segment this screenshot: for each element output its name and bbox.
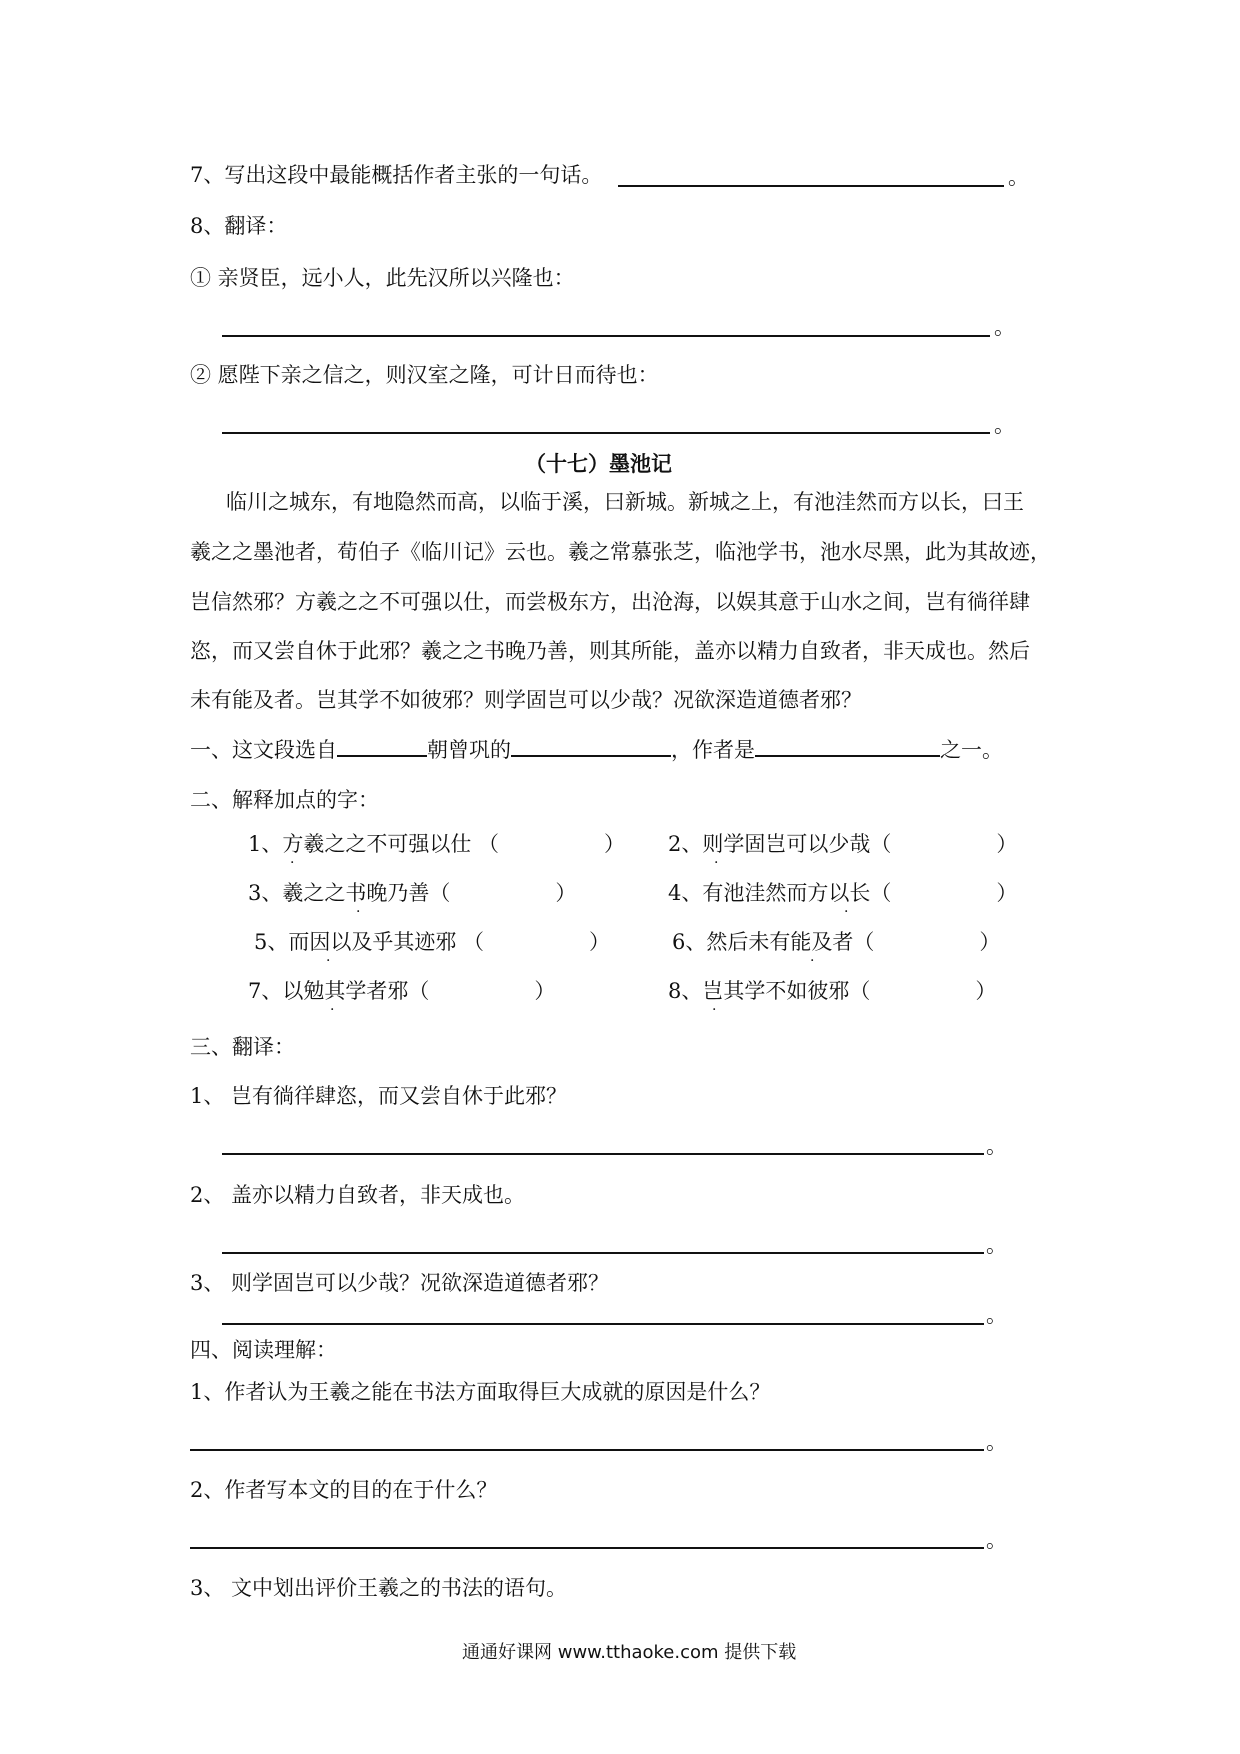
question-7 xyxy=(190,160,602,190)
period: 。 xyxy=(986,1528,1007,1552)
period: 。 xyxy=(994,315,1015,339)
answer-line[interactable] xyxy=(222,1153,984,1155)
passage-line: 未有能及者。岂其学不如彼邪？则学固岂可以少哉？况欲深造道德者邪？ xyxy=(190,688,862,712)
reading-item: 3、 文中划出评价王羲之的书法的语句。 xyxy=(190,1576,568,1600)
emphasis-dot: · xyxy=(712,1002,717,1018)
question-1-c: ，作者是 xyxy=(671,738,755,762)
explain-item: 5、而因以及乎其迹邪 （ ） xyxy=(254,930,611,954)
question-1-d: 之一。 xyxy=(940,738,1003,762)
emphasis-dot: · xyxy=(714,855,719,871)
emphasis-dot: · xyxy=(356,904,361,920)
explain-item: 1、方羲之之不可强以仕 （ ） xyxy=(248,832,626,856)
explain-item: 8、岂其学不如彼邪（ ） xyxy=(668,979,997,1003)
page-footer: 通通好课网 www.tthaoke.com 提供下载 xyxy=(462,1642,797,1663)
explain-item: 3、羲之之书晚乃善（ ） xyxy=(248,881,577,905)
answer-line[interactable] xyxy=(190,1547,984,1549)
explain-item: 2、则学固岂可以少哉（ ） xyxy=(668,832,1018,856)
passage-line: 岂信然邪？方羲之之不可强以仕，而尝极东方，出沧海，以娱其意于山水之间，岂有徜徉肆 xyxy=(190,590,1030,614)
reading-item: 2、作者写本文的目的在于什么？ xyxy=(190,1478,498,1502)
question-4-heading: 四、阅读理解： xyxy=(190,1338,337,1362)
period: 。 xyxy=(1008,165,1029,189)
period: 。 xyxy=(986,1303,1007,1327)
blank-source[interactable] xyxy=(511,735,671,757)
period: 。 xyxy=(994,413,1015,437)
explain-item: 4、有池洼然而方以长（ ） xyxy=(668,881,1018,905)
answer-line[interactable] xyxy=(190,1449,984,1451)
blank-dynasty[interactable] xyxy=(337,735,427,757)
translate-item: 3、 则学固岂可以少哉？况欲深造道德者邪？ xyxy=(190,1271,610,1295)
passage-line: 恣，而又尝自休于此邪？羲之之书晚乃善，则其所能，盖亦以精力自致者，非天成也。然后 xyxy=(190,639,1030,663)
blank-author[interactable] xyxy=(755,735,940,757)
translation-2: ② 愿陛下亲之信之，则汉室之隆，可计日而待也： xyxy=(190,363,659,387)
passage-line: 临川之城东，有地隐然而高，以临于溪，曰新城。新城之上，有池洼然而方以长，曰王 xyxy=(226,490,1024,514)
period: 。 xyxy=(986,1134,1007,1158)
explain-item: 6、然后未有能及者（ ） xyxy=(672,930,1001,954)
emphasis-dot: · xyxy=(290,855,295,871)
emphasis-dot: · xyxy=(810,953,815,969)
answer-line[interactable] xyxy=(222,432,990,434)
emphasis-dot: · xyxy=(326,953,331,969)
explain-item: 7、以勉其学者邪（ ） xyxy=(248,979,556,1003)
answer-line[interactable] xyxy=(618,185,1004,187)
question-1-a: 一、这文段选自 xyxy=(190,738,337,762)
answer-line[interactable] xyxy=(222,1252,984,1254)
answer-line[interactable] xyxy=(222,1323,984,1325)
period: 。 xyxy=(986,1233,1007,1257)
period: 。 xyxy=(986,1430,1007,1454)
question-8: 8、翻译： xyxy=(190,214,288,238)
translate-item: 1、 岂有徜徉肆恣，而又尝自休于此邪？ xyxy=(190,1084,568,1108)
answer-line[interactable] xyxy=(222,335,990,337)
question-1 xyxy=(190,735,1003,765)
question-3-heading: 三、翻译： xyxy=(190,1035,295,1059)
translation-1: ① 亲贤臣，远小人，此先汉所以兴隆也： xyxy=(190,266,575,290)
question-1-b: 朝曾巩的 xyxy=(427,738,511,762)
question-7-text: 7、写出这段中最能概括作者主张的一句话。 xyxy=(190,163,603,187)
section-title: （十七）墨池记 xyxy=(525,452,672,476)
question-2-heading: 二、解释加点的字： xyxy=(190,788,379,812)
reading-item: 1、作者认为王羲之能在书法方面取得巨大成就的原因是什么？ xyxy=(190,1380,771,1404)
emphasis-dot: · xyxy=(330,1002,335,1018)
emphasis-dot: · xyxy=(844,904,849,920)
passage-line: 羲之之墨池者，荀伯子《临川记》云也。羲之常慕张芝，临池学书，池水尽黑，此为其故迹， xyxy=(190,540,1051,564)
translate-item: 2、 盖亦以精力自致者，非天成也。 xyxy=(190,1183,526,1207)
